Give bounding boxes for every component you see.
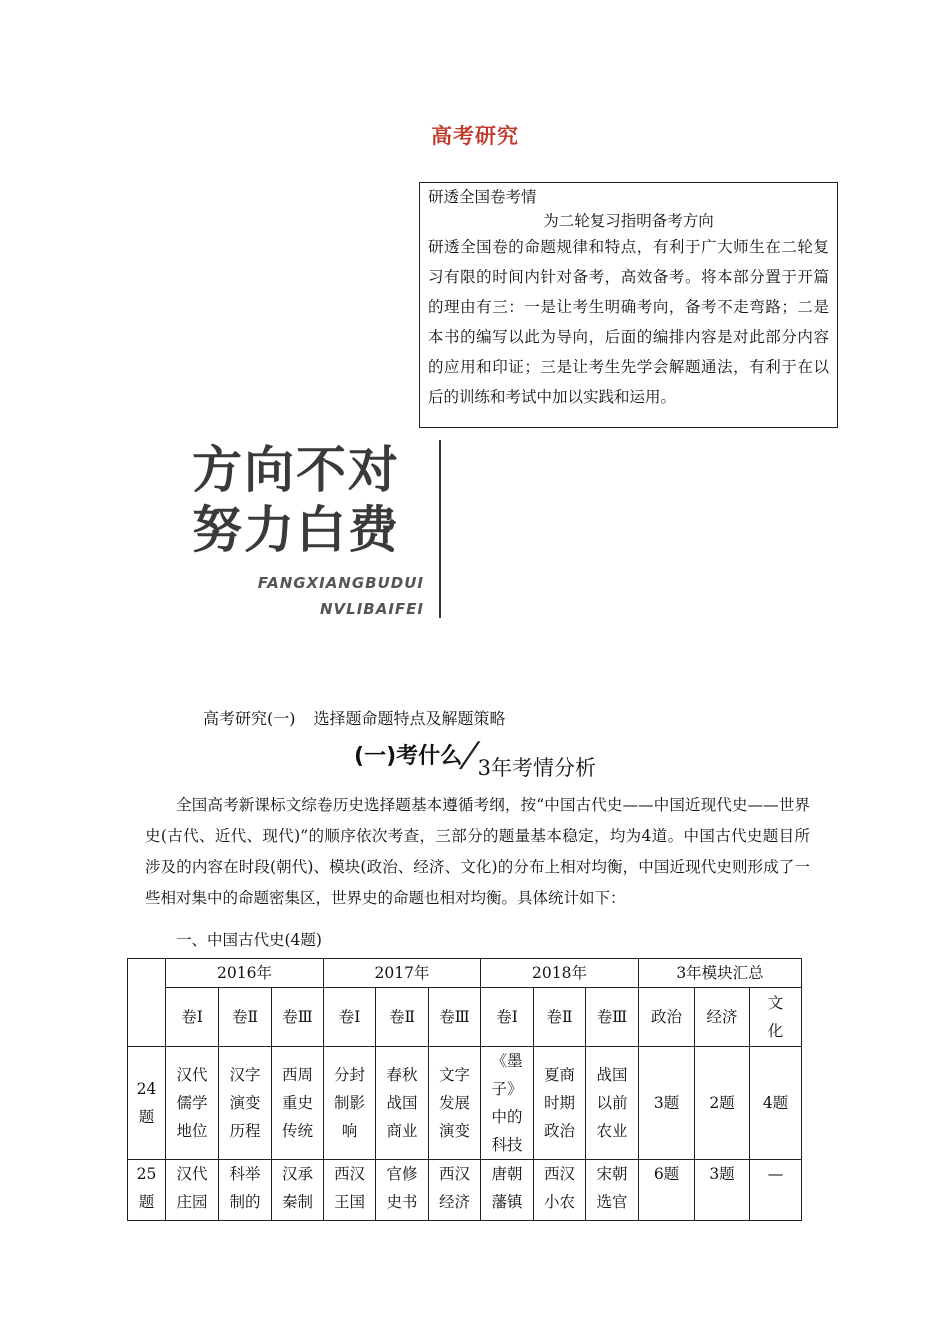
intro-box-title: 研透全国卷考情 <box>428 188 537 206</box>
table-cell: 西周重史传统 <box>272 1047 324 1160</box>
section-label: 高考研究(一) <box>203 709 296 728</box>
table-cell: 战国以前农业 <box>586 1047 639 1160</box>
year-header: 2017年 <box>324 959 481 988</box>
table-cell: 6题 <box>639 1160 695 1221</box>
banner <box>0 735 950 779</box>
table-cell: 夏商时期政治 <box>534 1047 586 1160</box>
table-cell: 3题 <box>695 1160 750 1221</box>
table-cell: 《墨子》中的科技 <box>481 1047 534 1160</box>
column-header: 卷Ⅱ <box>219 988 272 1047</box>
body-paragraph-text: 全国高考新课标文综卷历史选择题基本遵循考纲，按“中国古代史——中国近现代史——世界史(古代、近代、现代)”的顺序依次考查，三部分的题量基本稳定，均为4道。中国古代史题目所涉及的内容在时段(朝代)、模块(政治、经济、文化)的分布上相对均衡，中国近现代史则形成了一些相对集中的命题密集区，世界史的命题也相对均衡。具体统计如下： <box>145 796 810 907</box>
table-header-columns <box>128 988 802 1047</box>
table-cell: 西汉小农 <box>534 1160 586 1221</box>
slogan-graphic <box>192 440 442 620</box>
year-header: 2018年 <box>481 959 639 988</box>
table-row <box>128 1047 802 1160</box>
table-cell: — <box>750 1160 802 1221</box>
table-cell: 唐朝藩镇 <box>481 1160 534 1221</box>
table-cell: 汉承秦制 <box>272 1160 324 1221</box>
table-cell: 宋朝选官 <box>586 1160 639 1221</box>
column-header: 卷Ⅰ <box>324 988 376 1047</box>
sub-heading: 一、中国古代史(4题) <box>176 931 322 949</box>
table-cell: 4题 <box>750 1047 802 1160</box>
column-header: 卷Ⅲ <box>586 988 639 1047</box>
intro-box-subtitle: 为二轮复习指明备考方向 <box>543 212 714 230</box>
table-cell: 分封制影响 <box>324 1047 376 1160</box>
column-header: 卷Ⅱ <box>376 988 429 1047</box>
column-header: 文化 <box>750 988 802 1047</box>
table-cell: 官修史书 <box>376 1160 429 1221</box>
banner-slash-icon: / <box>456 735 483 775</box>
stats-table <box>127 958 802 1221</box>
table-cell: 2题 <box>695 1047 750 1160</box>
table-cell: 科举制的 <box>219 1160 272 1221</box>
column-header: 卷Ⅰ <box>166 988 219 1047</box>
column-header: 卷Ⅰ <box>481 988 534 1047</box>
year-header: 3年模块汇总 <box>639 959 802 988</box>
slogan-line-2: 努力白费 <box>192 501 400 559</box>
section-title: 选择题命题特点及解题策略 <box>313 709 506 728</box>
slogan-line-1: 方向不对 <box>192 441 400 499</box>
slogan-pinyin-1: FANGXIANGBUDUI <box>257 574 424 592</box>
column-header: 卷Ⅱ <box>534 988 586 1047</box>
section-heading <box>203 706 506 729</box>
year-header: 2016年 <box>166 959 324 988</box>
table-cell: 3题 <box>639 1047 695 1160</box>
table-cell: 西汉王国 <box>324 1160 376 1221</box>
table-cell: 春秋战国商业 <box>376 1047 429 1160</box>
column-header: 卷Ⅲ <box>272 988 324 1047</box>
table-cell: 汉字演变历程 <box>219 1047 272 1160</box>
row-label: 24题 <box>128 1047 166 1160</box>
table-cell: 文字发展演变 <box>429 1047 481 1160</box>
table-cell: 汉代庄园 <box>166 1160 219 1221</box>
row-label: 25题 <box>128 1160 166 1221</box>
table-cell: 汉代儒学地位 <box>166 1047 219 1160</box>
banner-left: (一)考什么 <box>354 744 463 769</box>
body-paragraph <box>145 790 810 914</box>
slogan-pinyin-2: NVLIBAIFEI <box>320 600 424 618</box>
banner-right: 3年考情分析 <box>477 756 596 780</box>
intro-box-body: 研透全国卷的命题规律和特点，有利于广大师生在二轮复习有限的时间内针对备考，高效备考。将本部分置于开篇的理由有三：一是让考生明确考向，备考不走弯路；二是本书的编写以此为导向，后面的编排内容是对此部分内容的应用和印证；三是让考生先学会解题通法，有利于在以后的训练和考试中加以实践和运用。 <box>428 238 829 406</box>
slogan-divider <box>439 440 441 618</box>
column-header: 经济 <box>695 988 750 1047</box>
column-header: 政治 <box>639 988 695 1047</box>
page-title: 高考研究 <box>431 123 519 148</box>
table-header-years <box>128 959 802 988</box>
table-cell: 西汉经济 <box>429 1160 481 1221</box>
table-row <box>128 1160 802 1221</box>
column-header: 卷Ⅲ <box>429 988 481 1047</box>
table-corner-cell <box>128 959 166 1047</box>
intro-box <box>419 182 838 428</box>
